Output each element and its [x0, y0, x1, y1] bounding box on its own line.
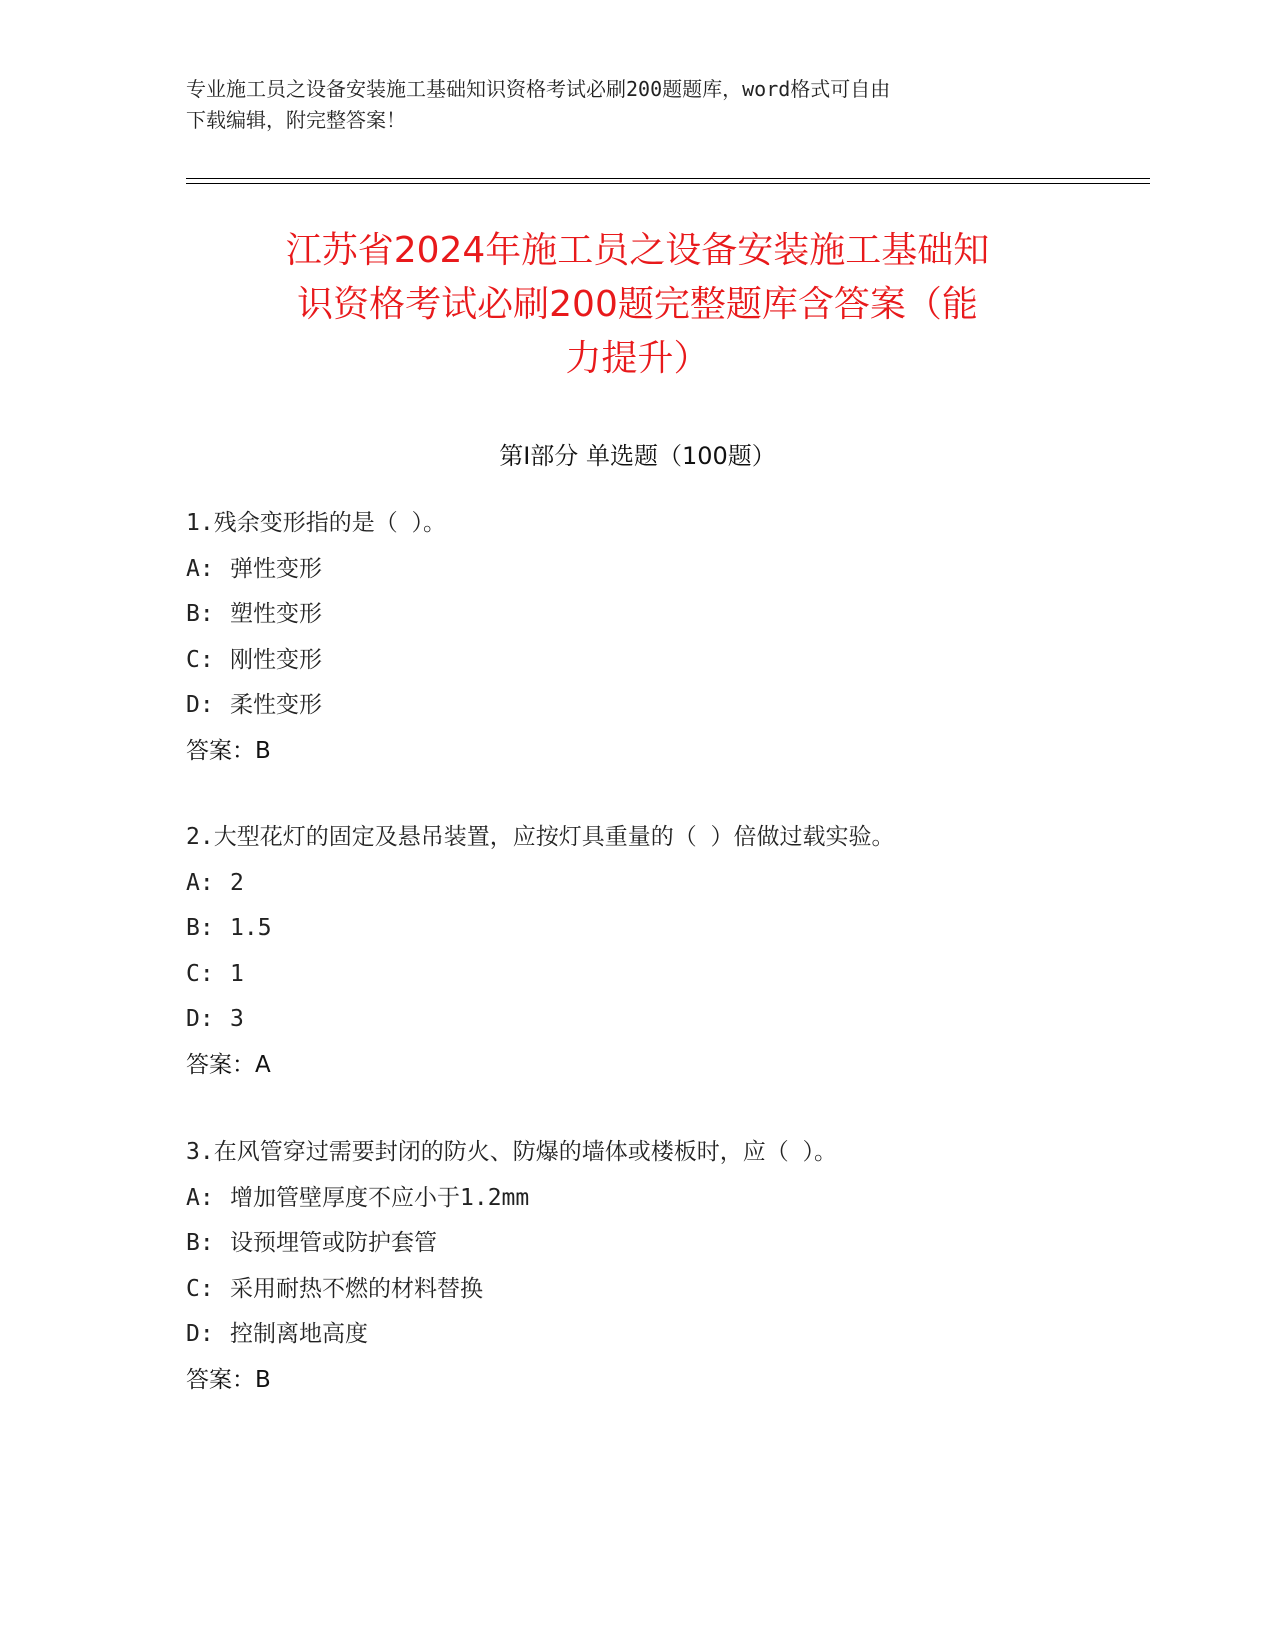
- answer: 答案：B: [186, 737, 271, 764]
- question-stem: 3.在风管穿过需要封闭的防火、防爆的墙体或楼板时，应（ ）。: [186, 1139, 838, 1165]
- option-text: 1: [230, 960, 244, 987]
- answer: 答案：B: [186, 1366, 271, 1393]
- option-text: 采用耐热不燃的材料替换: [230, 1275, 483, 1302]
- option-b: [186, 906, 1086, 952]
- answer: 答案：A: [186, 1051, 271, 1078]
- option-letter: D:: [186, 1321, 214, 1347]
- header-divider-bottom: [186, 183, 1150, 184]
- option-c: [186, 1267, 1086, 1313]
- header-note: [186, 74, 1066, 136]
- option-letter: A:: [186, 1184, 214, 1211]
- option-text: 增加管壁厚度不应小于1.2mm: [230, 1184, 530, 1211]
- question-3: [186, 1130, 1086, 1403]
- option-letter: B:: [186, 1230, 214, 1256]
- option-letter: D:: [186, 692, 214, 718]
- option-c: [186, 638, 1086, 684]
- document-title: [170, 224, 1105, 386]
- option-c: [186, 952, 1086, 998]
- title-line-2: 识资格考试必刷200题完整题库含答案（能: [297, 284, 978, 325]
- option-d: [186, 997, 1086, 1043]
- option-a: [186, 1176, 1086, 1222]
- question-1: [186, 501, 1086, 774]
- option-text: 1.5: [230, 915, 272, 941]
- option-text: 弹性变形: [230, 555, 322, 582]
- option-letter: A:: [186, 555, 214, 582]
- section-heading: 第I部分 单选题（100题）: [499, 442, 776, 470]
- option-letter: B:: [186, 915, 214, 941]
- option-text: 塑性变形: [230, 601, 322, 627]
- header-divider-top: [186, 178, 1150, 179]
- option-text: 刚性变形: [230, 646, 322, 673]
- header-note-line-2: 下载编辑，附完整答案！: [186, 108, 406, 132]
- question-stem: 2.大型花灯的固定及悬吊装置，应按灯具重量的（ ）倍做过载实验。: [186, 824, 895, 850]
- option-letter: C:: [186, 960, 214, 987]
- option-letter: C:: [186, 1275, 214, 1302]
- option-text: 柔性变形: [230, 692, 322, 718]
- option-text: 设预埋管或防护套管: [230, 1230, 437, 1256]
- option-text: 2: [230, 869, 244, 896]
- option-d: [186, 683, 1086, 729]
- option-b: [186, 1221, 1086, 1267]
- title-line-1: 江苏省2024年施工员之设备安装施工基础知: [285, 230, 990, 271]
- option-b: [186, 592, 1086, 638]
- option-text: 3: [230, 1006, 244, 1032]
- option-letter: B:: [186, 601, 214, 627]
- header-note-line-1: 专业施工员之设备安装施工基础知识资格考试必刷200题题库，word格式可自由: [186, 77, 891, 101]
- option-d: [186, 1312, 1086, 1358]
- title-line-3: 力提升）: [565, 338, 710, 379]
- question-2: [186, 815, 1086, 1088]
- option-letter: C:: [186, 646, 214, 673]
- option-letter: D:: [186, 1006, 214, 1032]
- option-a: [186, 861, 1086, 907]
- option-a: [186, 547, 1086, 593]
- option-text: 控制离地高度: [230, 1321, 368, 1347]
- question-stem: 1.残余变形指的是（ ）。: [186, 510, 447, 536]
- option-letter: A:: [186, 869, 214, 896]
